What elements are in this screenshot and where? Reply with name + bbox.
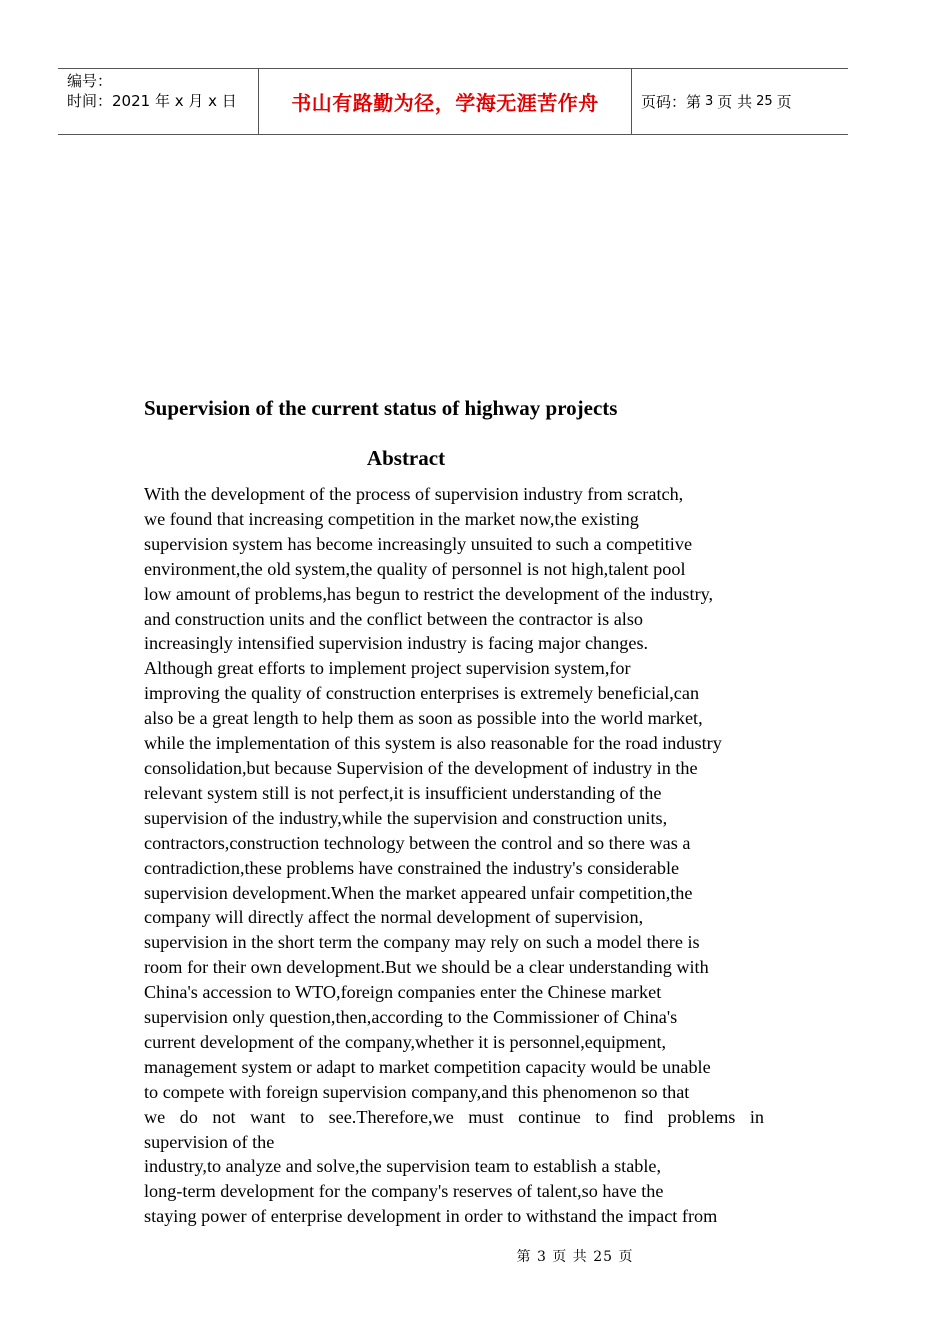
- page-current: 3: [705, 94, 714, 109]
- text-line: long-term development for the company's reserves of talent,so have the: [144, 1181, 664, 1202]
- text-line: industry,to analyze and solve,the supervision team to establish a stable,: [144, 1156, 662, 1177]
- text-line: relevant system still is not perfect,it is insufficient understanding of the: [144, 782, 662, 803]
- text-line: With the development of the process of supervision industry from scratch,: [144, 484, 684, 504]
- text-line: China's accession to WTO,foreign companies enter the Chinese market: [144, 982, 662, 1003]
- text-line: supervision development.When the market appeared unfair competition,the: [144, 882, 693, 903]
- page-header: [58, 68, 848, 135]
- text-line: supervision of the industry,while the supervision and construction units,: [144, 807, 668, 828]
- text-line: management system or adapt to market competition capacity would be unable: [144, 1056, 711, 1077]
- document-title: Supervision of the current status of highway projects: [144, 396, 618, 420]
- text-line: room for their own development.But we should be a clear understanding with: [144, 957, 709, 978]
- text-line: low amount of problems,has begun to restrict the development of the industry,: [144, 583, 714, 604]
- text-line: while the implementation of this system is also reasonable for the road industry: [144, 733, 722, 754]
- page-suffix: 页: [776, 93, 792, 111]
- text-line: staying power of enterprise development in order to withstand the impact from: [144, 1206, 718, 1227]
- abstract-heading: Abstract: [366, 446, 446, 470]
- text-line: contractors,construction technology between the control and so there was a: [144, 832, 691, 853]
- text-line: company will directly affect the normal development of supervision,: [144, 907, 644, 928]
- text-line: also be a great length to help them as soon as possible into the world market,: [144, 708, 703, 729]
- header-motto: 书山有路勤为径，学海无涯苦作舟: [258, 69, 632, 134]
- page-total: 25: [756, 94, 773, 109]
- text-line: consolidation,but because Supervision of the development of industry in the: [144, 757, 698, 778]
- serial-number-label: 编号：: [67, 72, 113, 90]
- text-line: increasingly intensified supervision industry is facing major changes.: [144, 633, 649, 654]
- text-line: to compete with foreign supervision company,and this phenomenon so that: [144, 1081, 690, 1102]
- date-label: 时间：2021 年 x 月 x 日: [67, 92, 237, 110]
- text-line: supervision in the short term the company may rely on such a model there is: [144, 932, 700, 953]
- text-line: we found that increasing competition in the market now,the existing: [144, 508, 639, 529]
- page-footer: 第 3 页 共 25 页: [516, 1249, 634, 1265]
- text-line: improving the quality of construction enterprises is extremely beneficial,can: [144, 683, 700, 704]
- text-line: supervision only question,then,according to the Commissioner of China's: [144, 1007, 678, 1028]
- text-line: supervision of the: [144, 1131, 275, 1152]
- text-line: and construction units and the conflict between the contractor is also: [144, 608, 643, 629]
- header-page-number: [632, 69, 848, 134]
- abstract-body: [144, 482, 764, 1229]
- text-line: current development of the company,whether it is personnel,equipment,: [144, 1031, 667, 1052]
- page-mid: 页 共: [717, 93, 753, 111]
- header-meta: [58, 69, 258, 134]
- text-line: environment,the old system,the quality of personnel is not high,talent pool: [144, 558, 686, 579]
- text-line: we do not want to see.Therefore,we must continue to find problems in: [144, 1106, 764, 1127]
- text-line: supervision system has become increasingly unsuited to such a competitive: [144, 533, 693, 554]
- page-prefix: 页码：第: [641, 93, 702, 111]
- text-line: Although great efforts to implement project supervision system,for: [144, 658, 631, 679]
- text-line: contradiction,these problems have constrained the industry's considerable: [144, 857, 680, 878]
